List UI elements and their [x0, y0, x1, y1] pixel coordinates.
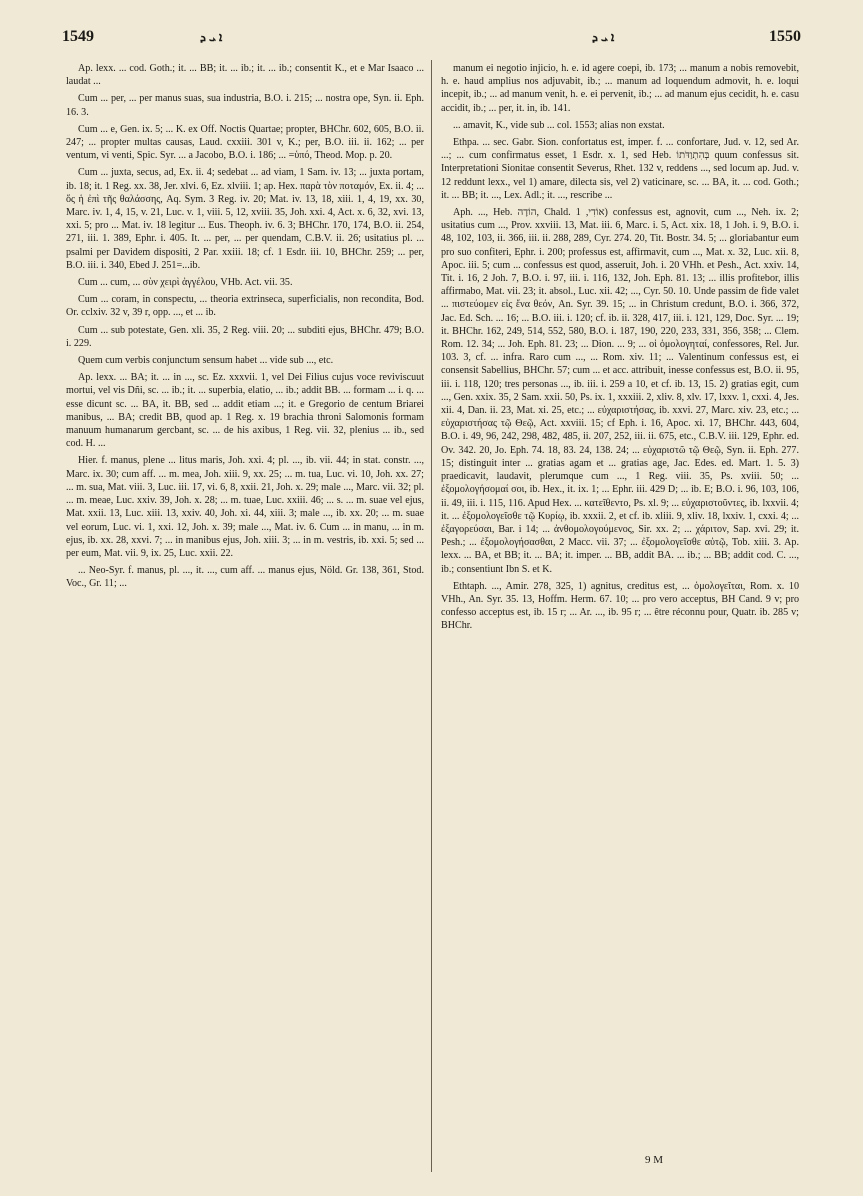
- running-head-right: ܐ ܝ ܕ: [592, 30, 615, 44]
- entry-paragraph: ... Neo-Syr. f. manus, pl. ..., it. ..., cum aff. ... manus ejus, Nöld. Gr. 138, 361, Stod. Voc., Gr. 11; ...: [66, 565, 424, 590]
- entry-paragraph: Ethtaph. ..., Amir. 278, 325, 1) agnitus, creditus est, ... ὁμολογεῖται, Rom. x. 10 VHh., An. Syr. 35. 13, Hoffm. Herm. 67. 10; ... pro vero acceptus, BH Cand. 9 v; pro confesso acceptus est, ib. 15 r; ... Ar. ..., ib. 95 r; ... être réconnu pour, Quatr. ib. 285 v; BHChr.: [441, 580, 799, 632]
- entry-paragraph: Ap. lexx. ... BA; it. ... in ..., sc. Ez. xxxvii. 1, vel Dei Filius cujus voce reviviscuut mortui, vel vis Dñi, sc. ... ib.; it. ... superbia, elatio, ... ib.; addit BB. ... formam ... i. q. ... esse dicunt sc. ... BA, it. BB, sed ... addit etiam ...; it. e Gregorio de centum Briarei manibus, ... BA; credit BB, quod ap. 1 Reg. x. 19 brachia throni Salomonis formam manuum humanarum gercbant, sc. ... de his axibus, 1 Reg. vii. 32, plenius ... ib., sed cod. H. ...: [66, 372, 424, 450]
- running-head-left: ܐ ܝ ܕ: [200, 30, 223, 44]
- entry-paragraph: Cum ... sub potestate, Gen. xli. 35, 2 Reg. viii. 20; ... subditi ejus, BHChr. 479; B.O. i. 229.: [66, 324, 424, 349]
- entry-paragraph: Cum ... coram, in conspectu, ... theoria extrinseca, superficialis, non recondita, Bod. Or. cclxiv. 32 v, 39 r, opp. ..., et ... ib.: [66, 294, 424, 319]
- entry-paragraph: Aph. ..., Heb. הוֹדָה, Chald. אוֹדִי, 1) confessus est, agnovit, cum ..., Neh. ix. 2; usitatius cum ..., Prov. xxviii. 13, Mat. iii. 6, Marc. i. 5, Act. xix. 18, 1 Joh. i. 9, B.O. i. 48, 102, 103, ii. 366, iii. ii. 288, 289, Cyr. 274. 20, Tit. Bostr. 34. 5; ... gloriabantur eum pro suo confiteri, Ephr. i. 200; professus est, affirmavit, cum ..., Mat. x. 32, Luc. xii. 8, Apoc. iii. 5; cum ... confessus est quod, asseruit, Joh. i. 20 VHh. et Pesh., Act. xxiv. 14, Tit. i. 16, 2 Joh. 7, B.O. i. 97, iii. i. 116, 132, Joh. Eph. 81. 13; ... illis profitebor, illis affirmabo, Mat. vii. 23; it. absol., Luc. xii. 42; ..., Cyr. 50. 10. Unde passim de fide valet ... πιστεύομεν εἰς ἕνα θεόν, An. Syr. 39. 15; ... in Christum credunt, B.O. i. 366, 372, Jac. Ed. Sch. ... 16; ... B.O. iii. i. 120; cf. ib. ii. 328, 417, iii. i. 121, 129, Doc. Syr. ... 19; it. BHChr. 162, 249, 514, 552, 580, B.O. i. 187, 190, 220, 233, 331, 356, 358; ... Clem. Rom. 12. 34; ... Joh. Eph. 81. 23; ... Dion. ... 9; ... οἱ ὁμολογηταί, confessores, Rel. Jur. 103. 3, cf. ... infra. Raro cum ..., ... Rom. xiv. 11; ... Valentinum confessus est, ei consensit Sabellius, BHChr. 57; cum ... et acc. attribuit, inesse confessus est, B.O. ii. 95, iii. i. 118, 120; tres personas ..., ib. iii. i. 259 a 10, et cf. ib. 13, 15. 2) gratias egit, cum ..., Gen. xxix. 35, 2 Sam. xxii. 50, Ps. ix. 1, xxxiii. 2, xliv. 8, xlv. 17, lxxv. 1, cxxi. 4, Jes. xii. 4, Dan. ii. 23, Mat. xi. 25, etc.; ... εὐχαριστήσας, ib. xxvi. 27, Marc. xiv. 23, etc.; ... εὐχαριστήσας τῷ Θεῷ, Act. xxviii. 15; cf Eph. i. 16, Apoc. xi. 17, BHChr. 443, 604, B.O. i. 49, 96, 242, 298, 482, 485, ii. 207, 252, iii. ii. 675, etc., C.B.V. iii. 129, Ephr. ed. Ov. 342. 20, Jo. Eph. 74. 18, 83. 24, 138. 24; ... εὐχαριστῶ τῷ Θεῷ, Syn. ii. Eph. 277. 15; distinguit inter ... gratias agam et ... gratias age, Jac. Edes. ed. Mart. 1. 5. 3) praedicavit, laudavit, plerumque cum ..., 1 Reg. viii. 35, Ps. xviii. 50; ... ἐξομολογήσομαί σοι, ib. Hex., it. ix. 1; ... Ephr. iii. 429 D; ... ib. E; B.O. i. 96, 103, 106, ii. 49, iii. i. 115, 116. Apud Hex. ... κατεῖθεντο, Ps. xl. 9; ... εὐχαριστοῦντες, ib. lxxvii. 4; it. ... ἐξομολογεῖσθε τῷ Κυρίῳ, ib. xxxii. 2, et cf. ib. xliii. 9, xliv. 18, lxxiv. 1, cxxi. 4; ... ἐξαγορεύσαι, Bar. i 14; ... ἀνθομολογούμενος, Sir. xx. 2; ... χάριτον, Sap. xvi. 29; it. Pesh.; ... ἐξομολογήσασθαι, 2 Macc. vii. 37; ... ἐξομολογεῖσθε αὐτῷ, Tob. xiii. 3. Ap. lexx. ... BA, et BB; it. ... BA; it. imper. ... BB, addit BA. ... ib.; ... BB; addit cod. C. ..., ib.; consentiunt Ibn S. et K.: [441, 207, 799, 575]
- page-header: [62, 26, 801, 50]
- column-divider: [431, 60, 432, 1172]
- page-number-right: 1550: [769, 28, 801, 45]
- entry-paragraph: Cum ... per, ... per manus suas, sua industria, B.O. i. 215; ... nostra ope, Syn. ii. Eph. 16. 3.: [66, 93, 424, 118]
- entry-paragraph: Quem cum verbis conjunctum sensum habet ... vide sub ..., etc.: [78, 355, 334, 367]
- entry-paragraph: manum ei negotio injicio, h. e. id agere coepi, ib. 173; ... manum a nobis removebit, h. e. haud amplius nos adjuvabit, ib.; ... manum ad loquendum admovit, h. e. loqui incepit, ib.; ... ad manum venit, h. e. ei pervenit, ib.; ... ad manum ejus cecidit, h. e. casu accidit, ib.; ... per, it. in, ib. 141.: [441, 63, 799, 114]
- entry-paragraph: ... amavit, K., vide sub ... col. 1553; alias non exstat.: [453, 119, 665, 131]
- entry-paragraph: Ethpa. ... sec. Gabr. Sion. confortatus est, imper. f. ... confortare, Jud. v. 12, sed Ar. ...; ... cum confirmatus esset, 1 Esdr. x. 1, sed Heb. בְּהִתְוַדֹּתוֹ quum confessus sit. Interpretationi Sionitae consentit Severus, Rhet. 132 v, reddens ..., sed locum ap. Jud. v. 12 reddunt lexx., vel 1) amare, dilecta sis, vel 2) vaticinare, sc. ... BA, it. ... cod. Goth.; it. ... BB; it. ..., Lex. Adl.; it. ..., rescribe ...: [441, 137, 799, 201]
- entry-paragraph: Cum ... e, Gen. ix. 5; ... K. ex Off. Noctis Quartae; propter, BHChr. 602, 605, B.O. ii. 247; ... propter multas causas, Laud. cxxiii. 301 v, K.; per, B.O. iii. ii. 162; ... per ventum, vi venti, Spic. Syr. ... a Jacobo, B.O. i. 186; ... =ὑπό, Theod. Mop. p. 20.: [66, 123, 424, 162]
- entry-paragraph: Cum ... juxta, secus, ad, Ex. ii. 4; sedebat ... ad viam, 1 Sam. iv. 13; ... juxta portam, ib. 18; it. 1 Reg. xx. 38, Jer. xlvi. 6, Ez. xlviii. 1; ap. Hex. παρὰ τὸν ποταμόν, Ex. ii. 4; ... ὅς ἡ ἐπὶ τῆς θαλάσσης, Aq. Sym. 3 Reg. iv. 20; Mat. iv. 13, 18, xiii. 1, 4, 19, xx. 30, Marc. iv. 1, 4, 15, v. 21, Luc. v. 1, viii. 5, 12, xviii. 35, Joh. xxi. 4, Act. x. 6, 32, xvi. 13, xxi. 5; pro ... Mat. iv. 18 legitur ... Eus. Theoph. iv. 6. 3; BHChr. 170, 174, B.O. ii. 254, 271, iii. 1. 389, Ephr. i. 405. It. ... per, ... per quendam, C.B.V. ii. 26; usitatius pl. ... psalmi per Davidem dispositi, 2 Par. xxiii. 18; cf. 1 Esdr. iii. 10, BHChr. 259; ... per, B.O. iii. i. 340, Ebed J. 251=...ib.: [66, 167, 424, 271]
- page-number-left: 1549: [62, 28, 94, 45]
- entry-paragraph: Cum ... cum, ... σὺν χειρὶ ἀγγέλου, VHb. Act. vii. 35.: [78, 277, 293, 289]
- entry-paragraph: Hier. f. manus, plene ... litus maris, Joh. xxi. 4; pl. ..., ib. vii. 44; in stat. constr. ..., Marc. ix. 30; cum aff. ... m. mea, Joh. xiii. 9, xx. 25; ... m. tua, Luc. vi. 10, Joh. xx. 27; ... m. sua, Mat. viii. 3, Luc. iii. 17, vi. 6, 8, xxii. 21, Joh. x. 29; male ..., Marc. vii. 32; pl. ... m. meae, Luc. xxiv. 39, Joh. x. 28; ... m. tuae, Luc. xxiii. 46; ... s. ... m. suae vel ejus, Mat. xxii. 13, Luc. xiii. 13, xxiv. 40, Joh. xi. 44, xiii. 3; male ..., ib. xx. 20; ... m. suae vel eorum, Luc. vi. 1, xxi. 12, Joh. x. 39; male ..., Mat. iv. 6. Cum ... in manu, ... in m. ejus, ib. xx. 28, xxvi. 7; ... in manibus ejus, Joh. xiii. 3; ... in m. vestris, ib. xxi. 5; sed ... per eum, Mat. vii. 9, ix. 25, Luc. xxii. 22.: [66, 455, 424, 559]
- entry-paragraph: Ap. lexx. ... cod. Goth.; it. ... BB; it. ... ib.; it. ... ib.; consentit K., et e Mar Isaaco ... laudat ...: [66, 63, 424, 88]
- signature-mark: 9 M: [645, 1154, 664, 1166]
- right-column: [441, 62, 799, 1172]
- left-column: [66, 62, 424, 1172]
